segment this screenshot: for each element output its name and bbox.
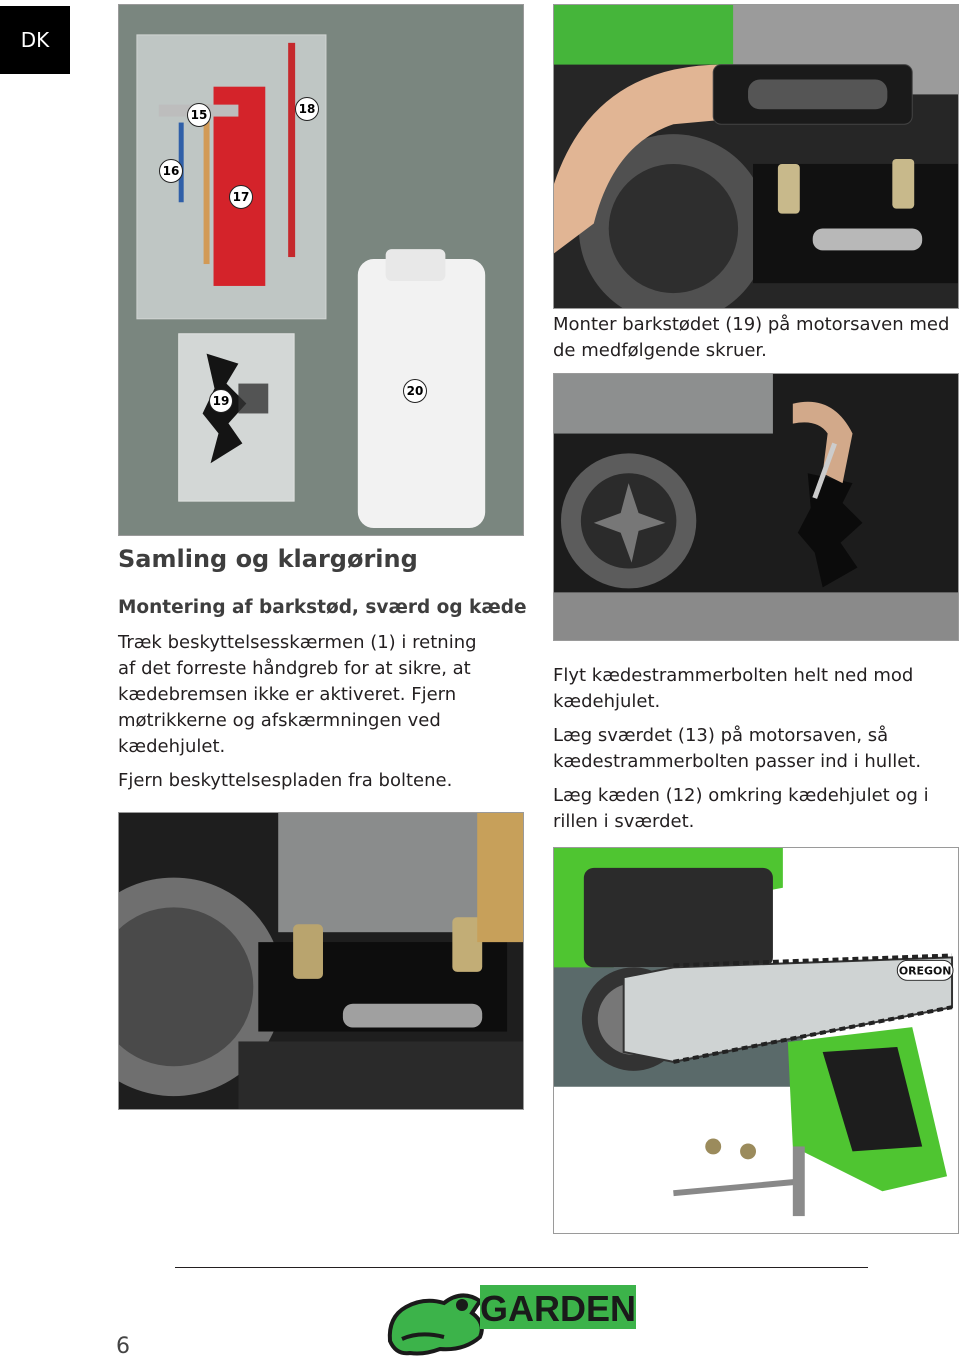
callout-19: 19 [209, 389, 233, 413]
left-paragraph-1: Træk beskyttelsesskærmen (1) i retning af det forreste håndgreb for at sikre, at kædebremsen ikke er aktiveret. Fjern møtrikkerne og afskærmningen ved kædehjulet. [118, 632, 477, 757]
callout-16: 16 [159, 159, 183, 183]
left-paragraph-2: Fjern beskyttelsespladen fra boltene. [118, 770, 453, 791]
subsection-heading: Montering af barkstød, sværd og kæde [118, 597, 527, 618]
callout-18: 18 [295, 97, 319, 121]
section-heading: Samling og klargøring [118, 545, 418, 573]
photo-chain-tensioner [553, 373, 959, 641]
photo-bark-stop-mounting [553, 4, 959, 309]
brand-name: GARDEN [479, 1288, 637, 1329]
photo-chainsaw-bar [553, 847, 959, 1234]
right-paragraph-2: Læg sværdet (13) på motorsaven, så kædestrammerbolten passer ind i hullet. [553, 725, 922, 772]
photo-bolts [118, 812, 524, 1110]
right-paragraph-1: Flyt kædestrammerbolten helt ned mod kædehjulet. [553, 665, 914, 712]
right-caption-1: Monter barkstødet (19) på motorsaven med de medfølgende skruer. [553, 314, 950, 361]
callout-20: 20 [403, 379, 427, 403]
footer-rule [175, 1267, 868, 1268]
photo-accessory-kit [118, 4, 524, 536]
garden-logo [384, 1279, 644, 1359]
page-number: 6 [116, 1334, 130, 1359]
callout-15: 15 [187, 103, 211, 127]
callout-17: 17 [229, 185, 253, 209]
right-paragraph-3: Læg kæden (12) omkring kædehjulet og i rillen i sværdet. [553, 785, 929, 832]
oregon-bar-label: OREGON [898, 964, 952, 978]
frog-logo-icon [390, 1295, 482, 1353]
language-tab: DK [0, 6, 70, 74]
